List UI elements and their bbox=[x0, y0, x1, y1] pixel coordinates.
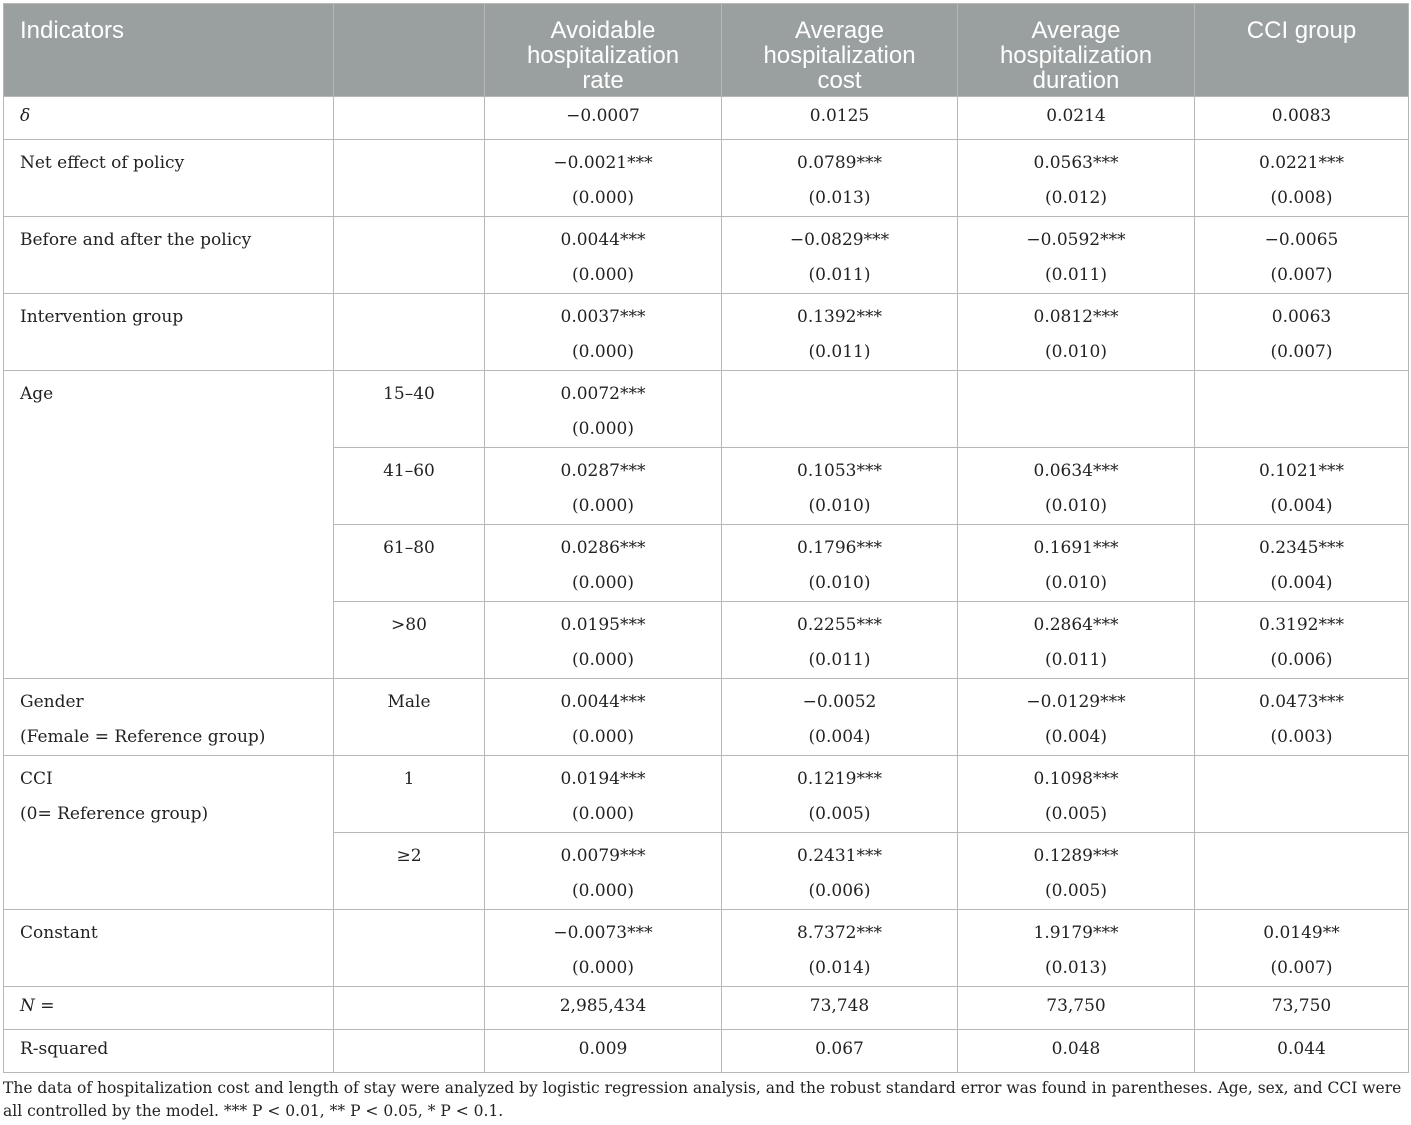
value-cell: 73,750 bbox=[958, 987, 1195, 1030]
value-cell: 0.1053*** (0.010) bbox=[722, 448, 958, 525]
value-cell: −0.0021*** (0.000) bbox=[485, 140, 722, 217]
value-cell: 0.0125 bbox=[722, 97, 958, 140]
value-cell: 0.048 bbox=[958, 1030, 1195, 1073]
value-cell: 0.0634*** (0.010) bbox=[958, 448, 1195, 525]
subgroup-cell bbox=[334, 910, 485, 987]
subgroup-cell bbox=[334, 987, 485, 1030]
subgroup-cell: 61–80 bbox=[334, 525, 485, 602]
value-cell bbox=[1195, 371, 1409, 448]
value-cell: 0.2864*** (0.011) bbox=[958, 602, 1195, 679]
table-row bbox=[4, 987, 1409, 1030]
table-row bbox=[4, 371, 1409, 448]
value-cell: 1.9179*** (0.013) bbox=[958, 910, 1195, 987]
value-cell: 0.2255*** (0.011) bbox=[722, 602, 958, 679]
header-indicators: Indicators bbox=[4, 4, 334, 97]
value-cell: 0.1392*** (0.011) bbox=[722, 294, 958, 371]
value-cell: 0.1796*** (0.010) bbox=[722, 525, 958, 602]
value-cell: 0.1098*** (0.005) bbox=[958, 756, 1195, 833]
value-cell: −0.0592*** (0.011) bbox=[958, 217, 1195, 294]
header-cci-group: CCI group bbox=[1195, 4, 1409, 97]
header-average-cost: Average hospitalization cost bbox=[722, 4, 958, 97]
value-cell: −0.0829*** (0.011) bbox=[722, 217, 958, 294]
table-row bbox=[4, 1030, 1409, 1073]
table-footnote: The data of hospitalization cost and length of stay were analyzed by logistic regression analysis, and the robust standard error was found in parentheses. Age, sex, and CCI were all controlled by the model. *** P < 0.01, ** P < 0.05, * P < 0.1. bbox=[3, 1079, 1402, 1120]
value-cell: 0.0044*** (0.000) bbox=[485, 679, 722, 756]
indicator-cell: Net effect of policy bbox=[4, 140, 334, 217]
value-cell: 0.0063 (0.007) bbox=[1195, 294, 1409, 371]
table-row bbox=[4, 294, 1409, 371]
value-cell bbox=[958, 371, 1195, 448]
subgroup-cell bbox=[334, 97, 485, 140]
indicator-cell: Gender (Female = Reference group) bbox=[4, 679, 334, 756]
value-cell: 0.1691*** (0.010) bbox=[958, 525, 1195, 602]
indicator-cell: R-squared bbox=[4, 1030, 334, 1073]
subgroup-cell: 15–40 bbox=[334, 371, 485, 448]
indicator-cell: Age bbox=[4, 371, 334, 679]
value-cell: 2,985,434 bbox=[485, 987, 722, 1030]
value-cell: 0.1219*** (0.005) bbox=[722, 756, 958, 833]
regression-table bbox=[3, 3, 1409, 1073]
value-cell bbox=[1195, 756, 1409, 833]
value-cell: 0.0044*** (0.000) bbox=[485, 217, 722, 294]
indicator-cell: Constant bbox=[4, 910, 334, 987]
header-average-duration: Average hospitalization duration bbox=[958, 4, 1195, 97]
value-cell: 0.1289*** (0.005) bbox=[958, 833, 1195, 910]
indicator-cell: CCI (0= Reference group) bbox=[4, 756, 334, 910]
header-subgroup bbox=[334, 4, 485, 97]
indicator-cell: δ bbox=[4, 97, 334, 140]
value-cell: 73,748 bbox=[722, 987, 958, 1030]
indicator-cell: N = bbox=[4, 987, 334, 1030]
value-cell: 0.2431*** (0.006) bbox=[722, 833, 958, 910]
value-cell: −0.0129*** (0.004) bbox=[958, 679, 1195, 756]
value-cell: 8.7372*** (0.014) bbox=[722, 910, 958, 987]
value-cell: 0.0079*** (0.000) bbox=[485, 833, 722, 910]
indicator-cell: Before and after the policy bbox=[4, 217, 334, 294]
value-cell: 0.0214 bbox=[958, 97, 1195, 140]
value-cell: 0.0195*** (0.000) bbox=[485, 602, 722, 679]
value-cell: 0.0194*** (0.000) bbox=[485, 756, 722, 833]
subgroup-cell bbox=[334, 294, 485, 371]
value-cell: 0.0037*** (0.000) bbox=[485, 294, 722, 371]
value-cell: 0.009 bbox=[485, 1030, 722, 1073]
value-cell: 0.0473*** (0.003) bbox=[1195, 679, 1409, 756]
value-cell: 0.2345*** (0.004) bbox=[1195, 525, 1409, 602]
table-row bbox=[4, 97, 1409, 140]
value-cell: −0.0007 bbox=[485, 97, 722, 140]
value-cell: 0.0083 bbox=[1195, 97, 1409, 140]
value-cell: 0.0221*** (0.008) bbox=[1195, 140, 1409, 217]
value-cell: −0.0052 (0.004) bbox=[722, 679, 958, 756]
table-row bbox=[4, 756, 1409, 833]
subgroup-cell: >80 bbox=[334, 602, 485, 679]
value-cell: 0.0072*** (0.000) bbox=[485, 371, 722, 448]
table-row bbox=[4, 679, 1409, 756]
value-cell bbox=[1195, 833, 1409, 910]
value-cell: −0.0065 (0.007) bbox=[1195, 217, 1409, 294]
indicator-cell: Intervention group bbox=[4, 294, 334, 371]
table-row bbox=[4, 217, 1409, 294]
value-cell: 0.067 bbox=[722, 1030, 958, 1073]
subgroup-cell bbox=[334, 1030, 485, 1073]
subgroup-cell bbox=[334, 217, 485, 294]
value-cell: 0.0789*** (0.013) bbox=[722, 140, 958, 217]
header-avoidable-rate: Avoidable hospitalization rate bbox=[485, 4, 722, 97]
value-cell: 0.0812*** (0.010) bbox=[958, 294, 1195, 371]
value-cell: 0.0563*** (0.012) bbox=[958, 140, 1195, 217]
value-cell: 0.044 bbox=[1195, 1030, 1409, 1073]
value-cell: 0.0286*** (0.000) bbox=[485, 525, 722, 602]
subgroup-cell bbox=[334, 140, 485, 217]
subgroup-cell: Male bbox=[334, 679, 485, 756]
table-header-row bbox=[4, 4, 1409, 97]
value-cell: 0.0287*** (0.000) bbox=[485, 448, 722, 525]
value-cell: 0.1021*** (0.004) bbox=[1195, 448, 1409, 525]
subgroup-cell: ≥2 bbox=[334, 833, 485, 910]
table-row bbox=[4, 140, 1409, 217]
subgroup-cell: 1 bbox=[334, 756, 485, 833]
value-cell bbox=[722, 371, 958, 448]
value-cell: −0.0073*** (0.000) bbox=[485, 910, 722, 987]
value-cell: 0.0149** (0.007) bbox=[1195, 910, 1409, 987]
table-row bbox=[4, 910, 1409, 987]
value-cell: 73,750 bbox=[1195, 987, 1409, 1030]
subgroup-cell: 41–60 bbox=[334, 448, 485, 525]
value-cell: 0.3192*** (0.006) bbox=[1195, 602, 1409, 679]
